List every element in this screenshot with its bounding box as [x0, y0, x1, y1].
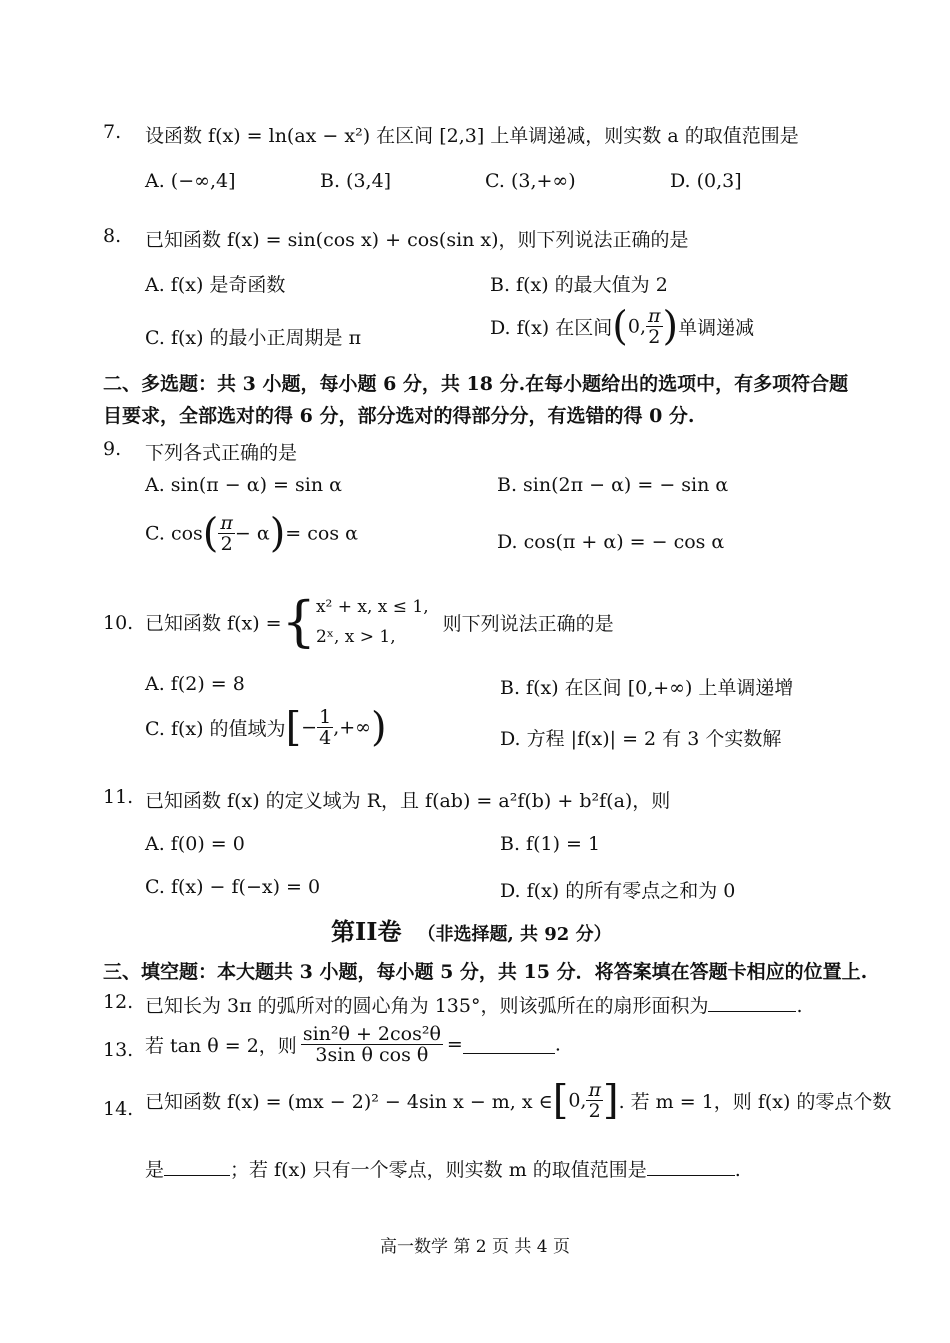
- q9-option-a: A. sin(π − α) = sin α: [145, 474, 342, 496]
- q7-option-a: A. (−∞,4]: [145, 170, 236, 192]
- q12-stem: 已知长为 3π 的弧所对的圆心角为 135°，则该弧所在的扇形面积为 .: [145, 995, 803, 1017]
- section-3-heading: 三、填空题：本大题共 3 小题，每小题 5 分，共 15 分．将答案填在答题卡相应的位置上.: [103, 961, 868, 983]
- q8-number: 8.: [103, 225, 122, 247]
- section-2-heading-line2: 目要求，全部选对的得 6 分，部分选对的得部分分，有选错的得 0 分.: [103, 405, 695, 427]
- q14-line2: 是 ；若 f(x) 只有一个零点，则实数 m 的取值范围是 .: [145, 1159, 741, 1181]
- q8-option-b: B. f(x) 的最大值为 2: [490, 274, 668, 296]
- q7-option-d: D. (0,3]: [670, 170, 742, 192]
- q12-answer-blank[interactable]: [708, 993, 796, 1012]
- q10-option-d: D. 方程 |f(x)| = 2 有 3 个实数解: [500, 728, 782, 750]
- q13-number: 13.: [103, 1039, 134, 1061]
- q13-stem: 若 tan θ = 2，则 $\frac{\text{sin²θ + 2cos²θ}}{\text{3sin θ cos θ}}$ = .: [145, 1023, 561, 1066]
- q14-answer-blank-1[interactable]: [164, 1157, 230, 1176]
- q14-answer-blank-2[interactable]: [647, 1157, 735, 1176]
- q8-option-c: C. f(x) 的最小正周期是 π: [145, 327, 362, 349]
- part-2-title: 第II卷 （非选择题, 共 92 分）: [331, 917, 612, 946]
- q8-stem: 已知函数 f(x) = sin(cos x) + cos(sin x)，则下列说法正确的是: [145, 229, 689, 251]
- part-2-subtitle: （非选择题, 共 92 分）: [417, 924, 612, 945]
- q10-case-1: x² + x, x ≤ 1,: [315, 597, 429, 617]
- q11-option-d: D. f(x) 的所有零点之和为 0: [500, 880, 736, 902]
- q10-option-b: B. f(x) 在区间 [0,+∞) 上单调递增: [500, 677, 794, 699]
- q14-line1: 已知函数 f(x) = (mx − 2)² − 4sin x − m, x ∈[0, $\frac{\pi}{2}$ ]. 若 m = 1，则 f(x) 的零点个数: [145, 1077, 892, 1124]
- q7-number: 7.: [103, 121, 122, 143]
- q9-option-b: B. sin(2π − α) = − sin α: [497, 474, 729, 496]
- q7-option-c: C. (3,+∞): [485, 170, 576, 192]
- q12-number: 12.: [103, 991, 134, 1013]
- q11-option-c: C. f(x) − f(−x) = 0: [145, 876, 321, 898]
- section-2-heading-line1: 二、多选题：共 3 小题，每小题 6 分，共 18 分.在每小题给出的选项中，有多项符合题: [103, 373, 849, 395]
- q7-stem: 设函数 f(x) = ln(ax − x²) 在区间 [2,3] 上单调递减，则实数 a 的取值范围是: [145, 125, 799, 147]
- q14-number: 14.: [103, 1098, 134, 1120]
- q8-option-d: D. f(x) 在区间(0, $\frac{\pi}{2}$ )单调递减: [490, 303, 755, 350]
- q10-number: 10.: [103, 612, 134, 634]
- q10-stem: 已知函数 f(x) ={ x² + x, x ≤ 1, 2ˣ, x > 1, 则下列说法正确的是: [145, 590, 614, 653]
- q11-number: 11.: [103, 786, 134, 808]
- q8-option-a: A. f(x) 是奇函数: [145, 274, 286, 296]
- q10-option-c: C. f(x) 的值域为[− $\frac{1}{4}$ ,+∞): [145, 704, 387, 751]
- q11-stem: 已知函数 f(x) 的定义域为 R，且 f(ab) = a²f(b) + b²f(a)，则: [145, 790, 671, 812]
- page-footer: 高一数学 第 2 页 共 4 页: [379, 1237, 571, 1257]
- q11-option-a: A. f(0) = 0: [145, 833, 245, 855]
- q9-option-c: C. cos( $\frac{\pi}{2}$ − α)= cos α: [145, 510, 358, 557]
- q9-stem: 下列各式正确的是: [145, 442, 298, 464]
- q9-number: 9.: [103, 438, 122, 460]
- q13-answer-blank[interactable]: [463, 1035, 555, 1054]
- q10-case-2: 2ˣ, x > 1,: [315, 627, 396, 647]
- q9-option-d: D. cos(π + α) = − cos α: [497, 531, 725, 553]
- q10-option-a: A. f(2) = 8: [145, 673, 245, 695]
- q11-option-b: B. f(1) = 1: [500, 833, 601, 855]
- q7-option-b: B. (3,4]: [320, 170, 392, 192]
